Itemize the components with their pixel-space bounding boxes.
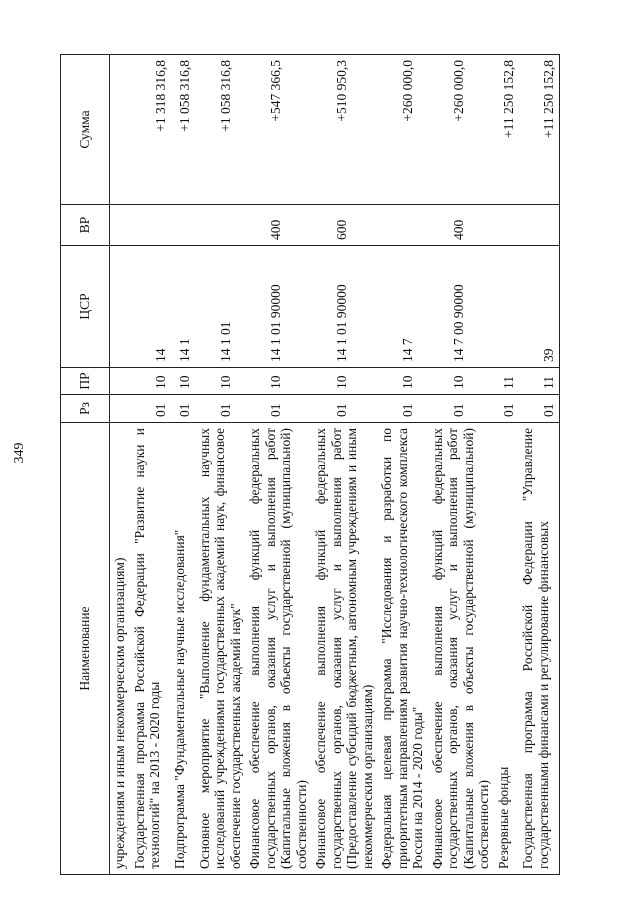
row-csr: 14 1 01: [195, 246, 246, 368]
row-rz: 01: [311, 395, 377, 423]
row-vr: [195, 205, 246, 246]
row-pr: 10: [195, 368, 246, 395]
page-number: 349: [12, 442, 27, 464]
row-vr: 600: [311, 205, 377, 246]
row-vr: [110, 205, 130, 246]
row-rz: [110, 395, 130, 423]
table-row: [428, 55, 494, 875]
row-csr: 14 1: [170, 246, 195, 368]
table-row: [195, 55, 246, 875]
row-sum: +547 366,5: [245, 55, 311, 205]
table-row: [518, 55, 559, 875]
row-csr: 14 7: [377, 246, 428, 368]
budget-table-rotated: [60, 55, 600, 875]
row-vr: [518, 205, 559, 246]
header-name: Наименование: [61, 423, 110, 875]
row-vr: 400: [245, 205, 311, 246]
table-header-row: [61, 55, 110, 875]
row-csr: 14 7 00 90000: [428, 246, 494, 368]
row-sum: +1 058 316,8: [195, 55, 246, 205]
header-rz: Рз: [61, 395, 110, 423]
row-sum: +11 250 152,8: [518, 55, 559, 205]
row-csr: [494, 246, 519, 368]
row-pr: 10: [377, 368, 428, 395]
row-pr: 10: [245, 368, 311, 395]
table-row: [245, 55, 311, 875]
table-row: [170, 55, 195, 875]
row-rz: 01: [377, 395, 428, 423]
row-vr: [494, 205, 519, 246]
table-row: [377, 55, 428, 875]
row-name: Основное мероприятие "Выполнение фундаментальных научных исследований учреждениями государственных академий наук, финансовое обеспечение государственных академий наук": [195, 423, 246, 875]
row-csr: 39: [518, 246, 559, 368]
row-rz: 01: [130, 395, 171, 423]
row-rz: 01: [245, 395, 311, 423]
budget-table: [60, 54, 560, 875]
table-row: [311, 55, 377, 875]
row-name: Финансовое обеспечение выполнения функций федеральных государственных органов, оказания услуг и выполнения работ (Предоставление субсидий бюджетным, автономным учреждениям и иным некоммерческим организациям): [311, 423, 377, 875]
row-sum: +260 000,0: [428, 55, 494, 205]
row-name: Подпрограмма "Фундаментальные научные исследования": [170, 423, 195, 875]
row-rz: 01: [428, 395, 494, 423]
row-vr: [170, 205, 195, 246]
row-pr: 10: [130, 368, 171, 395]
row-sum: +1 058 316,8: [170, 55, 195, 205]
table-row: [130, 55, 171, 875]
row-csr: [110, 246, 130, 368]
table-row: [494, 55, 519, 875]
header-csr: ЦСР: [61, 246, 110, 368]
row-rz: 01: [518, 395, 559, 423]
row-name: Финансовое обеспечение выполнения функций федеральных государственных органов, оказания услуг и выполнения работ (Капитальные вложения в объекты государственной (муниципальной) собственности): [428, 423, 494, 875]
row-csr: 14: [130, 246, 171, 368]
row-name: учреждениям и иным некоммерческим организациям): [110, 423, 130, 875]
row-sum: +1 318 316,8: [130, 55, 171, 205]
row-pr: 10: [311, 368, 377, 395]
row-rz: 01: [170, 395, 195, 423]
row-name: Государственная программа Российской Федерации "Управление государственными финансами и регулирование финансовых: [518, 423, 559, 875]
row-csr: 14 1 01 90000: [245, 246, 311, 368]
row-vr: 400: [428, 205, 494, 246]
header-pr: ПР: [61, 368, 110, 395]
row-sum: +260 000,0: [377, 55, 428, 205]
row-rz: 01: [195, 395, 246, 423]
row-name: Федеральная целевая программа "Исследования и разработки по приоритетным направлениям развития научно-технологического комплекса России на 2014 - 2020 годы": [377, 423, 428, 875]
row-pr: 10: [428, 368, 494, 395]
row-name: Резервные фонды: [494, 423, 519, 875]
row-name: Государственная программа Российской Федерации "Развитие науки и технологий" на 2013 - 2020 годы: [130, 423, 171, 875]
row-name: Финансовое обеспечение выполнения функций федеральных государственных органов, оказания услуг и выполнения работ (Капитальные вложения в объекты государственной (муниципальной) собственности): [245, 423, 311, 875]
row-pr: [110, 368, 130, 395]
row-vr: [377, 205, 428, 246]
row-sum: [110, 55, 130, 205]
row-sum: +510 950,3: [311, 55, 377, 205]
row-pr: 11: [494, 368, 519, 395]
row-csr: 14 1 01 90000: [311, 246, 377, 368]
row-vr: [130, 205, 171, 246]
header-vr: ВР: [61, 205, 110, 246]
header-sum: Сумма: [61, 55, 110, 205]
table-row: [110, 55, 130, 875]
row-rz: 01: [494, 395, 519, 423]
row-pr: 10: [170, 368, 195, 395]
row-pr: 11: [518, 368, 559, 395]
row-sum: +11 250 152,8: [494, 55, 519, 205]
